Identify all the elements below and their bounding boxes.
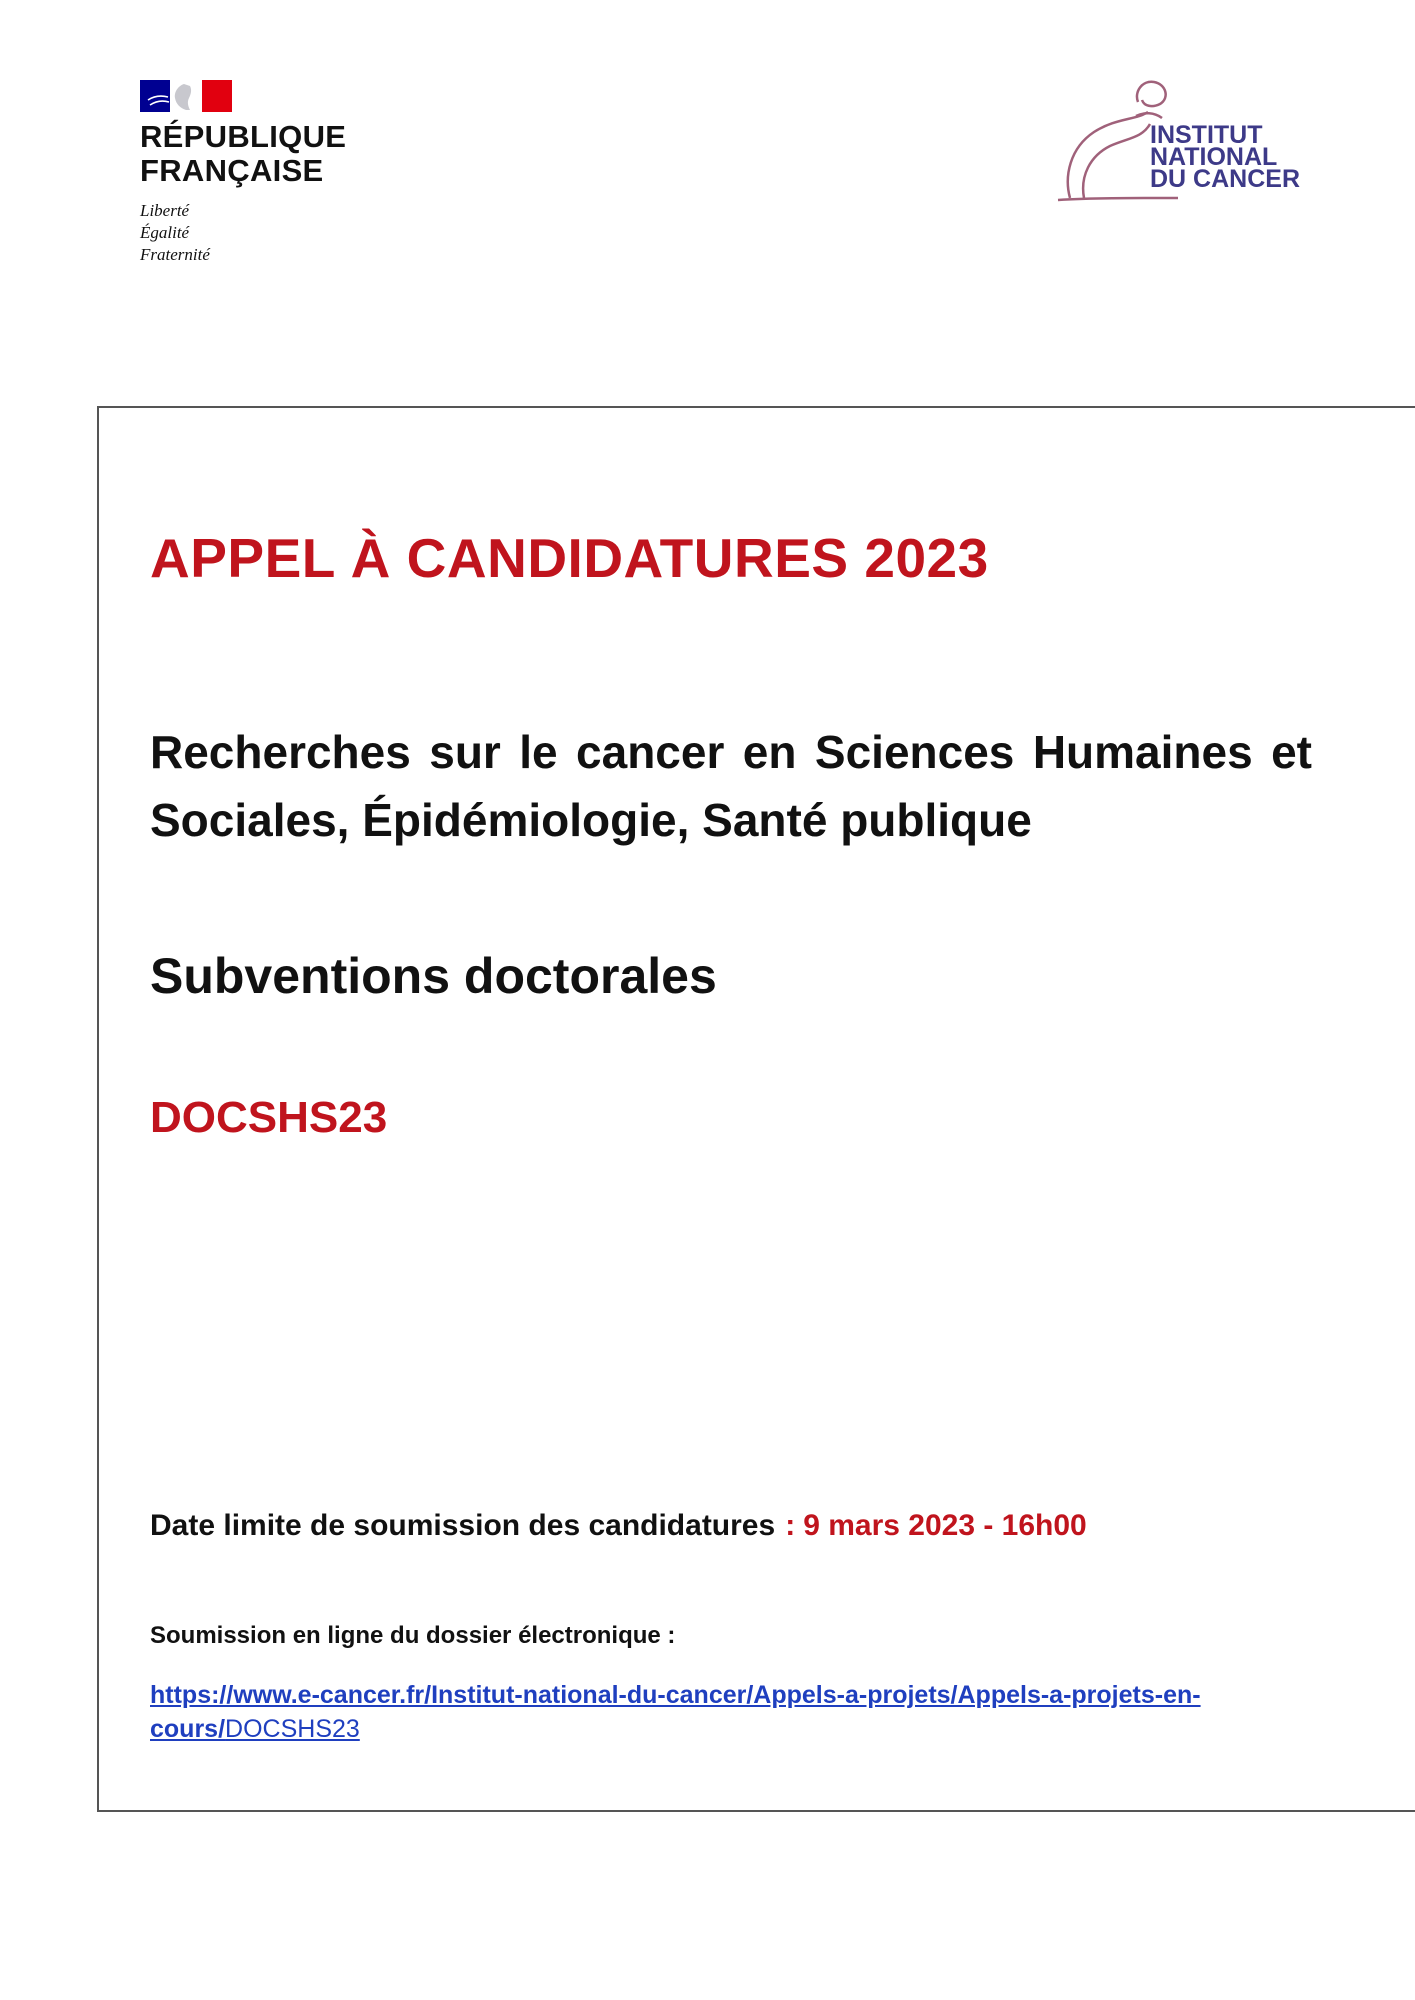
inca-line-institut: INSTITUT xyxy=(1150,121,1263,149)
motto-egalite: Égalité xyxy=(140,223,190,242)
republique-francaise-logo xyxy=(140,80,400,266)
deadline-label: Date limite de soumission des candidatures xyxy=(150,1509,776,1542)
republique-motto xyxy=(140,200,400,266)
marianne-flag-icon xyxy=(140,80,232,112)
call-title: APPEL À CANDIDATURES 2023 xyxy=(150,527,989,589)
republique-line: RÉPUBLIQUE xyxy=(140,119,347,154)
call-subtitle: Subventions doctorales xyxy=(150,948,717,1004)
inca-line-du-cancer: DU CANCER xyxy=(1150,165,1300,193)
deadline-separator: : xyxy=(785,1509,796,1542)
republique-francaise-name xyxy=(140,120,400,188)
inca-wordmark xyxy=(1150,121,1300,193)
inca-line-national: NATIONAL xyxy=(1150,143,1278,171)
submission-link-path: https://www.e-cancer.fr/Institut-national-du-cancer/Appels-a-projets/Appels-a-projets-en-cours/ xyxy=(150,1681,1201,1743)
institut-national-du-cancer-logo xyxy=(1050,72,1340,212)
francaise-line: FRANÇAISE xyxy=(140,153,324,188)
motto-fraternite: Fraternité xyxy=(140,245,210,264)
submission-link-code: DOCSHS23 xyxy=(225,1715,360,1743)
call-code: DOCSHS23 xyxy=(150,1093,388,1142)
call-subject: Recherches sur le cancer en Sciences Humaines et Sociales, Épidémiologie, Santé publique xyxy=(150,726,1312,846)
motto-liberte: Liberté xyxy=(140,201,190,220)
submission-label: Soumission en ligne du dossier électronique : xyxy=(150,1622,676,1649)
deadline-value: 9 mars 2023 - 16h00 xyxy=(803,1509,1087,1542)
deadline xyxy=(150,1506,1087,1546)
submission-link-block xyxy=(150,1678,1310,1746)
submission-link[interactable] xyxy=(150,1681,1201,1743)
